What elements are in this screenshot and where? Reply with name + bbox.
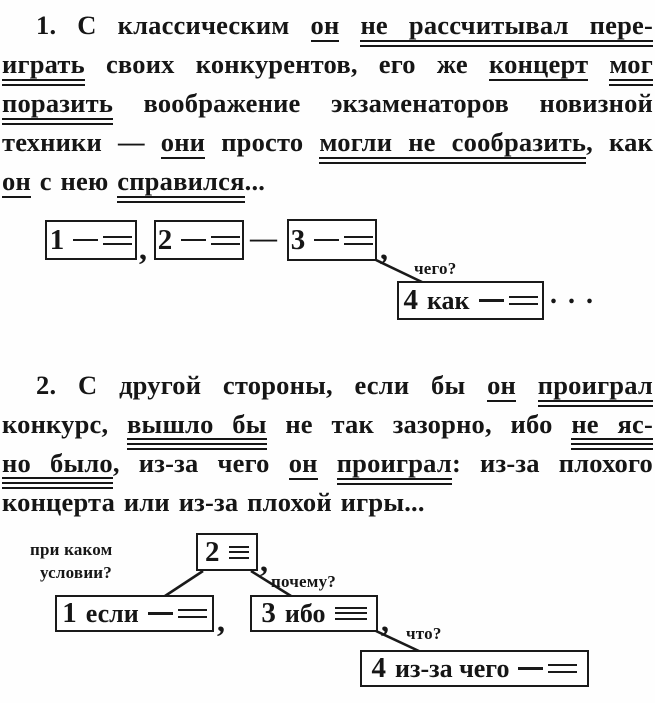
predicate-lines-icon (548, 664, 577, 673)
text-segment: , как (586, 127, 653, 157)
ellipsis: . . . (550, 279, 595, 310)
scheme-1 (0, 215, 655, 350)
clause-box-4 (360, 650, 589, 687)
predicate-lines-icon (344, 236, 373, 245)
subject-word: он (487, 370, 517, 400)
impersonal-predicate-word: не яс- (571, 409, 653, 450)
predicate-lines-icon (509, 296, 538, 305)
clause-word: ибо (284, 598, 326, 628)
clause-number: 3 (290, 223, 306, 256)
predicate-word: справился (117, 166, 244, 203)
subject-predicate-icon (73, 236, 132, 245)
text-line (2, 366, 653, 405)
subject-predicate-icon (518, 664, 577, 673)
clause-number: 3 (261, 597, 276, 629)
subject-word: он (288, 448, 318, 478)
predicate-word: поразить (2, 88, 113, 125)
text-segment (339, 10, 360, 40)
impersonal-predicate-icon (335, 607, 367, 620)
dash-separator: — (250, 223, 277, 253)
clause-number: 2 (157, 223, 173, 256)
comma: , (139, 230, 147, 266)
text-line (2, 84, 653, 123)
subject-predicate-icon (314, 236, 373, 245)
text-segment (588, 49, 609, 79)
clause-number: 1 (62, 597, 77, 629)
text-segment: не так зазорно, ибо (266, 409, 572, 439)
question-label-condition-line1: при каком (30, 540, 113, 559)
predicate-word: проиграл (337, 448, 452, 485)
subject-line-icon (148, 612, 173, 614)
subject-word: концерт (489, 49, 589, 79)
clause-box-3 (250, 595, 378, 632)
question-label-chego: чего? (414, 259, 457, 278)
text-line (2, 444, 653, 483)
predicate-word: играть (2, 49, 85, 86)
text-segment: просто (205, 127, 320, 157)
scheme-2 (0, 528, 655, 703)
text-segment: ... (244, 166, 266, 196)
clause-number: 4 (371, 652, 387, 684)
predicate-word: могли не сообразить (319, 127, 586, 164)
subject-predicate-icon (148, 609, 207, 618)
subject-word: он (2, 166, 31, 196)
text-segment: : из-за плохого (451, 448, 653, 478)
comma: , (380, 230, 388, 266)
predicate-lines-icon (211, 236, 240, 245)
predicate-word: мог (609, 49, 653, 86)
text-segment (318, 448, 337, 478)
clause-box-2 (196, 533, 258, 571)
subject-predicate-icon (479, 296, 538, 305)
clause-number: 4 (403, 284, 418, 316)
impersonal-predicate-icon (229, 546, 250, 559)
text-line (2, 123, 653, 162)
clause-number: 1 (49, 223, 65, 256)
predicate-lines-icon (178, 609, 207, 618)
predicate-word: проиграл (538, 370, 653, 407)
text-segment: воображение экзаменаторов новизной (113, 88, 653, 118)
text-segment: с нею (30, 166, 118, 196)
subject-word: они (160, 127, 206, 157)
comma: , (217, 602, 225, 638)
text-segment: конкурс, (2, 409, 128, 439)
text-segment: своих конкурентов, его же (84, 49, 490, 79)
subject-word: он (310, 10, 340, 40)
subject-line-icon (73, 239, 98, 241)
paragraph-1 (2, 6, 653, 201)
paragraph-2 (2, 366, 653, 522)
clause-word: как (426, 285, 470, 315)
question-label-condition-line2: условии? (40, 563, 113, 582)
subject-line-icon (181, 239, 206, 241)
comma: , (381, 602, 389, 638)
text-segment: , из-за чего (112, 448, 289, 478)
text-segment: 2. С другой стороны, если бы (36, 370, 488, 400)
subject-line-icon (518, 667, 543, 669)
text-line (2, 45, 653, 84)
question-label-why: почему? (271, 572, 336, 591)
clause-word: если (85, 598, 139, 628)
text-segment: техники — (2, 127, 161, 157)
subject-line-icon (314, 239, 339, 241)
clause-word: из-за чего (395, 653, 510, 683)
text-segment (516, 370, 538, 400)
comma: , (260, 542, 268, 578)
subject-predicate-icon (181, 236, 240, 245)
text-segment: 1. С классическим (36, 10, 311, 40)
clause-box-2 (154, 220, 244, 260)
text-line (2, 483, 653, 522)
clause-box-3 (287, 219, 377, 261)
clause-box-1 (55, 595, 214, 632)
question-label-what: что? (406, 624, 442, 643)
predicate-lines-icon (103, 236, 132, 245)
text-line (2, 162, 653, 201)
clause-box-4 (397, 281, 544, 320)
clause-number: 2 (205, 535, 220, 568)
text-line (2, 405, 653, 444)
text-line (2, 6, 653, 45)
predicate-word: не рассчитывал пере- (360, 10, 653, 47)
text-segment: концерта или из-за плохой игры... (2, 487, 425, 517)
subject-line-icon (479, 299, 504, 301)
impersonal-predicate-word: но было (2, 448, 113, 489)
clause-box-1 (45, 220, 137, 260)
impersonal-predicate-word: вышло бы (127, 409, 267, 450)
